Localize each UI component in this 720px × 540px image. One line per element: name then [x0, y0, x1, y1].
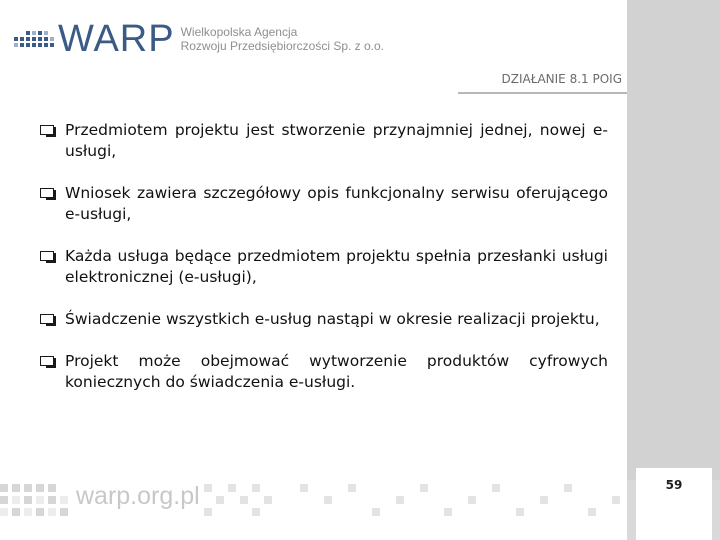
list-item-text: Przedmiotem projektu jest stworzenie przynajmniej jednej, nowej e-usługi,: [65, 121, 608, 160]
list-item-text: Każda usługa będące przedmiotem projektu spełnia przesłanki usługi elektronicznej (e-usługi),: [65, 247, 608, 286]
organization-name-line1: Wielkopolska Agencja: [180, 25, 298, 39]
list-item: [40, 183, 608, 225]
logo-squares-icon: [14, 23, 54, 55]
header: [0, 0, 627, 95]
checkbox-bullet-icon: [40, 125, 54, 135]
list-item-text: Świadczenie wszystkich e-usług nastąpi w okresie realizacji projektu,: [65, 310, 600, 328]
footer-squares-left-icon: [0, 482, 70, 518]
list-item-text: Projekt może obejmować wytworzenie produktów cyfrowych koniecznych do świadczenia e-usługi.: [65, 352, 608, 391]
list-item: [40, 351, 608, 393]
organization-name: [181, 25, 384, 53]
list-item: [40, 120, 608, 162]
action-label: DZIAŁANIE 8.1 POIG: [501, 72, 622, 86]
right-side-band: [627, 0, 720, 540]
bullet-list: [40, 120, 608, 414]
list-item-text: Wniosek zawiera szczegółowy opis funkcjonalny serwisu oferującego e-usługi,: [65, 184, 608, 223]
checkbox-bullet-icon: [40, 188, 54, 198]
list-item: [40, 246, 608, 288]
footer-squares-right-icon: [200, 482, 627, 518]
warp-logo: [14, 18, 385, 60]
checkbox-bullet-icon: [40, 356, 54, 366]
list-item: [40, 309, 608, 330]
checkbox-bullet-icon: [40, 314, 54, 324]
logo-wordmark: WARP: [58, 18, 175, 60]
footer-url: warp.org.pl: [76, 482, 200, 510]
checkbox-bullet-icon: [40, 251, 54, 261]
page-number: 59: [665, 478, 683, 492]
organization-name-line2: Rozwoju Przedsiębiorczości Sp. z o.o.: [180, 39, 385, 53]
header-divider: [458, 92, 627, 94]
